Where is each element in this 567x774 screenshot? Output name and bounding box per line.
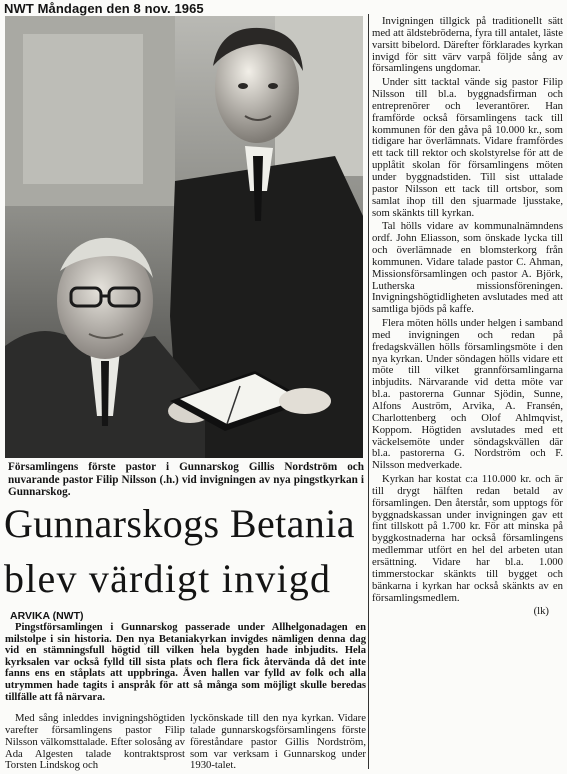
body-right-paragraph-2: Under sitt tacktal vände sig pastor Filip Nilsson till bl.a. byggnadsfirman och entreprenörer och leverantörer. Han framförde också församlingens tack till kommunen för den gåva på 10.000 kr., som tidigare har överlämnats. Vidare framfördes ett tack till rektor och skolstyrelse för att de upplåtit skolan för församlingens möten under byggnadstiden. Till sist uttalade pastor Nilsson ett tack till ortsbor, som samlat ihop till den sjuarmade ljusstake, som skänkts till kyrkan.	[372, 76, 563, 219]
body-column-left	[5, 713, 185, 774]
news-photo	[5, 16, 363, 458]
body-middle-paragraph: lyckönskade till den nya kyrkan. Vidare talade gunnarskogsförsamlingens förste föreståndare pastor Gillis Nordström, som var verksam i Gunnarskog under 1930-talet.	[190, 712, 366, 772]
column-divider	[368, 14, 369, 769]
dateline: ARVIKA (NWT)	[10, 610, 84, 622]
body-right-paragraph-3: Tal hölls vidare av kommunalnämndens ordf. John Eliasson, som önskade lycka till och överlämnade en blomsterkorg från kommunen. Vidare talade pastor C. Ahman, Missionsförsamlingen och pastor A. Björk, Lutherska missionsföreningen. Invigningshögtidligheten avslutades med att samtliga bjöds på kaffe.	[372, 220, 563, 316]
headline-line-1: Gunnarskogs Betania	[4, 501, 355, 546]
photo-illustration	[5, 16, 363, 458]
author-signature: (lk)	[533, 605, 549, 618]
masthead: NWT Måndagen den 8 nov. 1965	[4, 1, 204, 16]
body-right-paragraph-1: Invigningen tillgick på traditionellt sätt med att äldstebröderna, fyra till antalet, läste varsitt bibelord. Därefter förklarades kyrkan invigd för sitt värv varpå följde sång av församlingens ungdomar.	[372, 15, 563, 75]
headline-line-2: blev värdigt invigd	[4, 556, 332, 601]
body-column-middle	[190, 713, 366, 774]
lead-paragraph: Pingstförsamlingen i Gunnarskog passerade under Allhelgonadagen en milstolpe i sin historia. Den nya Betaniakyrkan invigdes nämligen denna dag vid en stämningsfull högtid till vilken hela bygden hade inbjudits. Hela kyrksalen var också fylld till sista plats och flera fick återvända då det inte fanns ens en ståplats att uppbringa. Även hallen var fylld av folk och alla utrymmen hade tagits i anspråk för att så många som möjligt skulle beredas tillfälle att få närvara.	[5, 622, 366, 703]
photo-caption: Församlingens förste pastor i Gunnarskog Gillis Nordström och nuvarande pastor Filip Nilsson (.h.) vid invigningen av nya pingstkyrkan i Gunnarskog.	[8, 461, 364, 498]
body-left-paragraph: Med sång inleddes invigningshögtiden varefter församlingens pastor Filip Nilsson välkomsttalade. Efter solosång av Ada Algesten talade kontraktsprost Torsten Lindskog och	[5, 712, 185, 772]
body-right-paragraph-5: Kyrkan har kostat c:a 110.000 kr. och är till drygt hälften redan betald av församlingen. Den återstår, som upptogs för byggnadskassan under invigningen gav ett fint tillskott på 1.700 kr. För att minska på byggkostnaderna har också församlingens medlemmar utfört en hel del arbeten utan ersättning. Vidare har bl.a. 1.000 timmerstockar skänkts till bygget och bänkarna i kyrkan har också skänkts av en församlingsmedlem.	[372, 473, 563, 604]
body-right-paragraph-4: Flera möten hölls under helgen i samband med invigningen och redan på fredagskvällen hölls församlingsmöte i den nya kyrkan. Under söndagen hölls vidare ett möte till vilket grannförsamlingarna inbjudits. Närvarande vid detta möte var bl.a. pastorerna Gunnar Sjödin, Sunne, Alfons Auström, Arvika, A. Fransén, Charlottenberg och Olof Ahlmqvist, Koppom. Högtiden avslutades med ett väckelsemöte under söndagskvällen där bl.a. pastorerna G. Nordström och F. Nilsson medverkade.	[372, 317, 563, 472]
body-column-right	[372, 16, 563, 618]
